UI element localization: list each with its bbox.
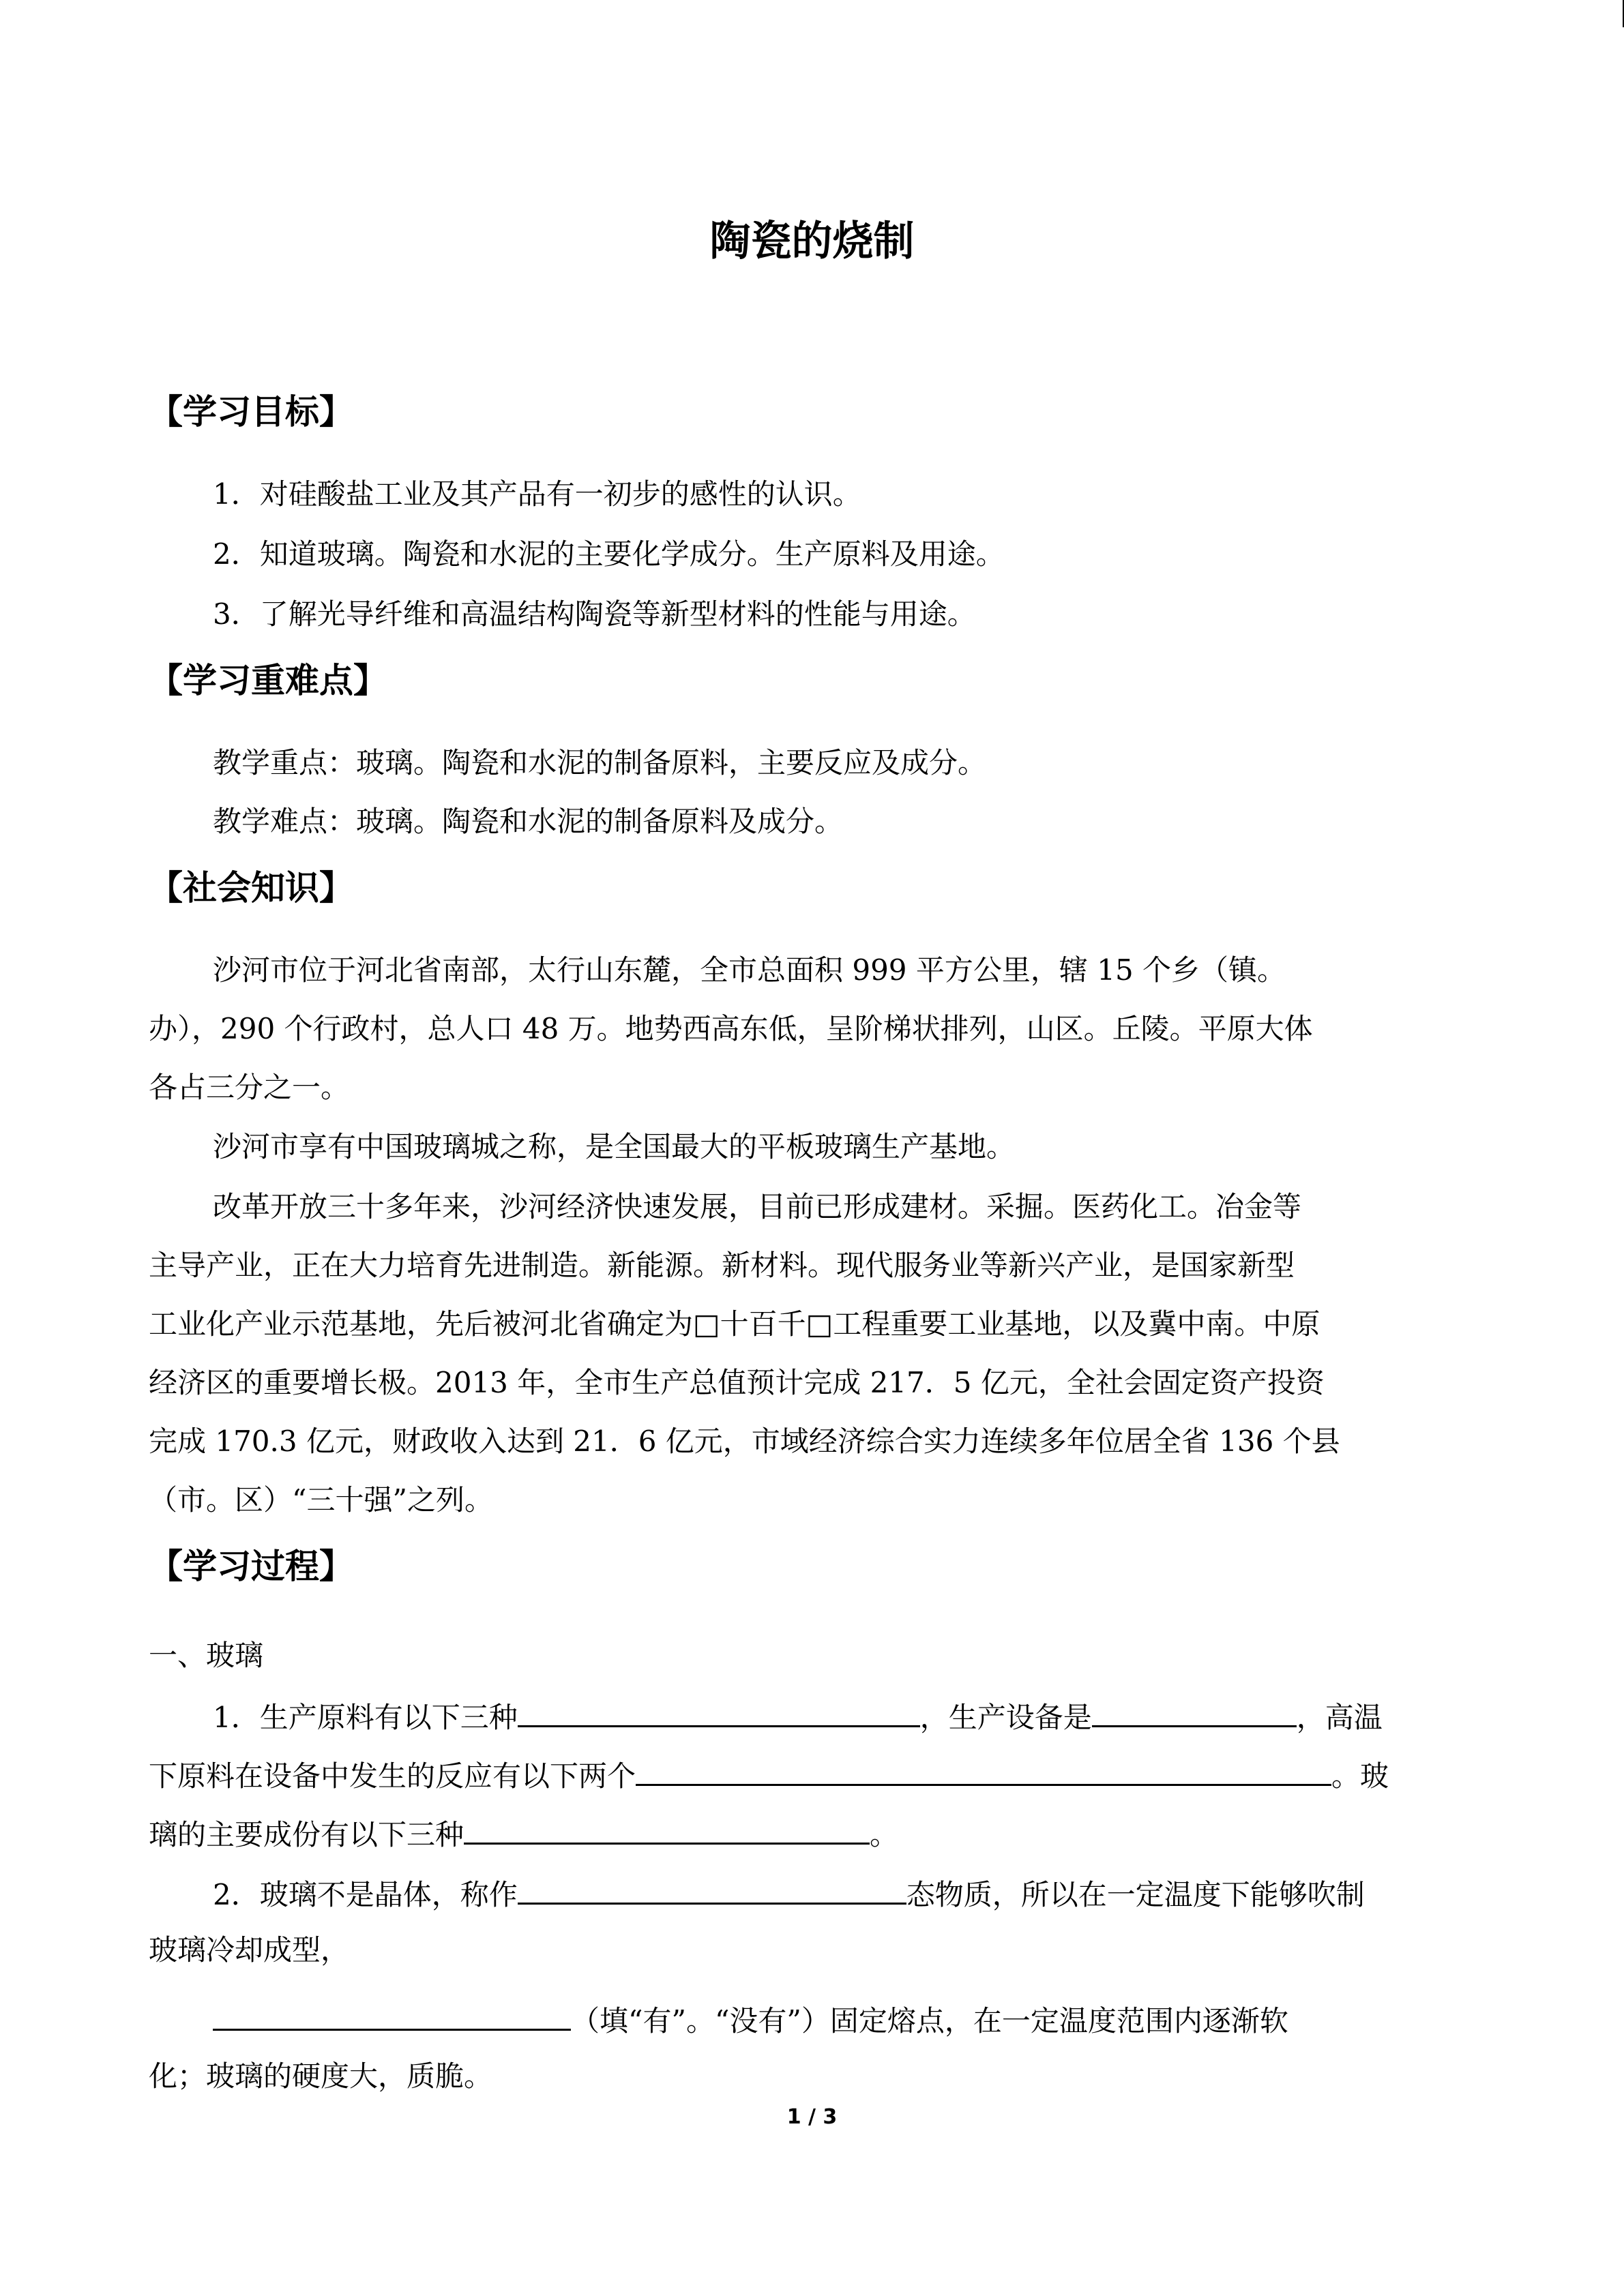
question-text: 1．生产原料有以下三种 — [213, 1701, 518, 1734]
question-text: 。玻 — [1331, 1759, 1389, 1793]
question-2-line-2: 玻璃冷却成型， — [149, 1933, 350, 1967]
objective-item: 3．了解光导纤维和高温结构陶瓷等新型材料的性能与用途。 — [213, 597, 976, 631]
question-text: ，生产设备是 — [919, 1701, 1092, 1734]
social-paragraph-line: （市。区）“三十强”之列。 — [149, 1483, 493, 1517]
question-text: 璃的主要成份有以下三种 — [149, 1818, 464, 1851]
glass-subheading: 一、玻璃 — [149, 1639, 264, 1672]
question-2-line-1 — [213, 1871, 1365, 1915]
social-paragraph-line: 沙河市享有中国玻璃城之称，是全国最大的平板玻璃生产基地。 — [213, 1130, 1016, 1163]
social-paragraph-line: 主导产业，正在大力培育先进制造。新能源。新材料。现代服务业等新兴产业，是国家新型 — [149, 1249, 1295, 1282]
question-text: 态物质，所以在一定温度下能够吹制 — [906, 1878, 1365, 1911]
key-points-heading: 【学习重难点】 — [149, 661, 387, 700]
question-1-line-2 — [149, 1753, 1389, 1797]
social-paragraph-line: 完成 170.3 亿元，财政收入达到 21．6 亿元，市域经济综合实力连续多年位居全省 136 个县 — [149, 1425, 1340, 1458]
key-point-item: 教学难点：玻璃。陶瓷和水泥的制备原料及成分。 — [213, 805, 844, 838]
social-paragraph-line: 各占三分之一。 — [149, 1071, 350, 1104]
question-1-line-1 — [213, 1694, 1383, 1738]
question-2-line-3 — [213, 1997, 1288, 2042]
answer-blank[interactable] — [518, 1871, 906, 1905]
question-text: 下原料在设备中发生的反应有以下两个 — [149, 1759, 636, 1793]
social-knowledge-heading: 【社会知识】 — [149, 868, 353, 908]
key-point-item: 教学重点：玻璃。陶瓷和水泥的制备原料，主要反应及成分。 — [213, 746, 987, 779]
social-paragraph-line: 经济区的重要增长极。2013 年，全市生产总值预计完成 217．5 亿元，全社会固定资产投资 — [149, 1366, 1325, 1399]
objective-item: 1．对硅酸盐工业及其产品有一初步的感性的认识。 — [213, 477, 861, 511]
answer-blank[interactable] — [213, 1997, 571, 2031]
document-title: 陶瓷的烧制 — [709, 218, 915, 265]
page-number: 1 / 3 — [786, 2105, 838, 2129]
answer-blank[interactable] — [636, 1753, 1331, 1786]
social-paragraph-line: 办），290 个行政村，总人口 48 万。地势西高东低，呈阶梯状排列，山区。丘陵。平原大体 — [149, 1012, 1313, 1045]
question-text: 2．玻璃不是晶体，称作 — [213, 1878, 518, 1911]
question-2-line-4: 化；玻璃的硬度大，质脆。 — [149, 2059, 493, 2093]
social-paragraph-line: 改革开放三十多年来，沙河经济快速发展，目前已形成建材。采掘。医药化工。冶金等 — [213, 1190, 1302, 1223]
answer-blank[interactable] — [1092, 1694, 1297, 1727]
process-heading: 【学习过程】 — [149, 1547, 353, 1586]
question-text: （填“有”。“没有”）固定熔点，在一定温度范围内逐渐软 — [571, 2004, 1288, 2038]
social-paragraph-line: 沙河市位于河北省南部，太行山东麓，全市总面积 999 平方公里，辖 15 个乡（镇。 — [213, 953, 1286, 987]
social-paragraph-line: 工业化产业示范基地，先后被河北省确定为□十百千□工程重要工业基地，以及冀中南。中原 — [149, 1307, 1320, 1341]
answer-blank[interactable] — [518, 1694, 920, 1727]
question-text: ，高温 — [1296, 1701, 1383, 1734]
objectives-heading: 【学习目标】 — [149, 392, 353, 432]
answer-blank[interactable] — [464, 1811, 870, 1845]
question-1-line-3 — [149, 1811, 898, 1855]
objective-item: 2．知道玻璃。陶瓷和水泥的主要化学成分。生产原料及用途。 — [213, 537, 1005, 571]
question-text: 。 — [870, 1818, 899, 1851]
